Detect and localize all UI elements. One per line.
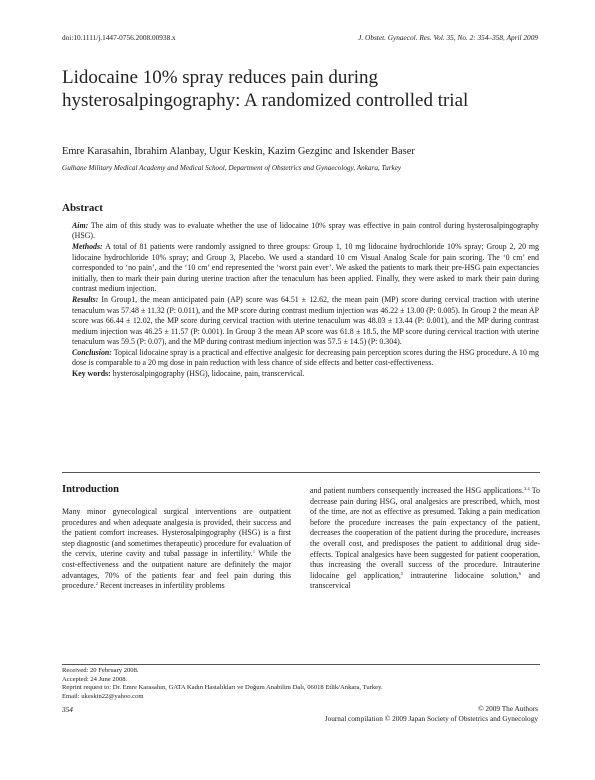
abstract-body	[72, 221, 539, 380]
intro-text: and patient numbers consequently increased the HSG applications.	[310, 486, 524, 495]
citation-ref: 6	[518, 570, 522, 576]
abstract-conclusion	[72, 348, 539, 369]
results-text: In Group1, the mean anticipated pain (AP) score was 64.51 ± 12.62, the mean pain (MP) score during cervical traction with uterine tenaculum was 57.48 ± 11.32 (P: 0.011), and the MP score during contrast medium injection was 46.22 ± 13.00 (P: 0.005). In Group 2 the mean AP score was 66.44 ± 12.02, the MP score during cervical traction with uterine tenaculum was 48.03 ± 13.44 (P: 0.001), and the MP during contrast medium injection was 46.25 ± 11.57 (P: 0.001). In Group 3 the mean AP score was 61.8 ± 18.5, the MP score during cervical traction with uterine tenaculum was 59.5 (P: 0.07), and the MP during contrast medium injection was 57.5 ± 14.5) (P: 0.304).	[72, 295, 539, 346]
reprint-request: Reprint request to: Dr. Emre Karasahın, GATA Kadın Hastalıkları ve Doğum Anabilim Dalı, 06018 Etlik/Ankara, Turkey.	[62, 684, 383, 692]
keywords-text: hysterosalpingography (HSG), lidocaine, pain, transcervical.	[110, 369, 305, 379]
received-date: Received: 20 February 2008.	[62, 667, 139, 674]
aim-label: Aim:	[72, 221, 89, 230]
intro-text: While the cost-effectiveness and the outpatient nature are definitely the major advantages, 70% of the patients fear and feel pain during this procedure.	[62, 549, 291, 591]
citation-ref: 5	[400, 570, 404, 576]
keywords-label: Key words:	[72, 369, 111, 379]
citation-ref: 2	[95, 581, 99, 587]
affiliation: Gulhane Military Medical Academy and Medical School, Department of Obstetrics and Gynaecology, Ankara, Turkey	[62, 164, 402, 172]
intro-text: Recent increases in infertility problems	[98, 581, 225, 591]
abstract-methods	[72, 242, 539, 294]
methods-label: Methods:	[72, 242, 103, 252]
abstract-aim	[72, 221, 539, 242]
abstract-results	[72, 295, 539, 347]
methods-text: A total of 81 patients were randomly assigned to three groups: Group 1, 10 mg lidocaine hydrochloride 10% spray; Group 2, 20 mg lidocaine hydrochloride 10% spray; and Group 3, Placebo. We used a standard 10 cm Visual Analog Scale for pain scoring. The ‘0 cm’ end corresponded to ‘no pain’, and the ‘10 cm’ end represented the ‘worst pain ever’. We asked the patients to mark their pre-HSG pain expectancies initially, then to mark their pain during uterine traction after the tenaculum has been applied. Finally, they were asked to mark their pain during contrast medium injection.	[72, 242, 539, 294]
page-number: 354	[62, 705, 73, 714]
abstract-keywords	[72, 369, 539, 379]
footnotes	[62, 667, 540, 701]
article-title: Lidocaine 10% spray reduces pain during hysterosalpingography: A randomized controlled trial	[62, 67, 469, 111]
intro-text: and transcervical	[310, 570, 540, 591]
journal-citation: J. Obstet. Gynaecol. Res. Vol. 35, No. 2: 354–358, April 2009	[358, 33, 538, 42]
doi: doi:10.1111/j.1447-0756.2008.00938.x	[62, 33, 176, 42]
introduction-right-column	[310, 486, 540, 592]
intro-text: intrauterine lidocaine solution,	[403, 570, 519, 580]
email-address: Email: ukeskin22@yahoo.com	[62, 692, 144, 700]
intro-text: To decrease pain during HSG, oral analgesics are prescribed, which, most of the time, are not as effective as presumed. Taking a pain medication before the procedure increases the pain expectancy of the patient, decreases the cooperation of the patient during the procedure, increases the overall cost, and predisposes the patient to additional drug side-effects. Topical analgesics have been suggested for patient cooperation, thus increasing the overall success of the procedure. Intrauterine lidocaine gel application,	[310, 486, 540, 580]
aim-text: The aim of this study was to evaluate whether the use of lidocaine 10% spray was effective in pain control during hysterosalpingography (HSG).	[72, 221, 539, 241]
section-divider	[62, 472, 540, 473]
introduction-paragraph	[310, 486, 540, 592]
intro-text: Many minor gynecological surgical interventions are outpatient procedures and when adequate analgesia is provided, their success and the patient comfort increases. Hysterosalpingography (HSG) is a first step diagnostic (and sometimes therapeutic) procedure for evaluation of the cervix, uterine cavity and tubal passage in infertility.	[62, 507, 291, 559]
introduction-left-column	[62, 507, 291, 592]
introduction-heading: Introduction	[62, 484, 119, 495]
journal-compilation: Journal compilation © 2009 Japan Society of Obstetrics and Gynecology	[324, 714, 538, 723]
copyright: © 2009 The Authors	[478, 704, 538, 713]
footnote-divider	[62, 664, 540, 665]
conclusion-text: Topical lidocaine spray is a practical and effective analgesic for decreasing pain perception scores during the HSG procedure. A 10 mg dose is comparable to a 20 mg dose in pain reduction with less chance of side effects and better cost-effectiveness.	[72, 347, 539, 368]
citation-ref: 3,4	[523, 486, 530, 491]
accepted-date: Accepted: 24 June 2008.	[62, 675, 128, 683]
introduction-paragraph	[62, 507, 291, 592]
abstract-heading: Abstract	[62, 202, 103, 214]
results-label: Results:	[72, 295, 99, 305]
citation-ref: 1	[252, 549, 256, 555]
conclusion-label: Conclusion:	[72, 347, 112, 357]
author-list: Emre Karasahin, Ibrahim Alanbay, Ugur Keskin, Kazim Gezginc and Iskender Baser	[62, 146, 415, 157]
